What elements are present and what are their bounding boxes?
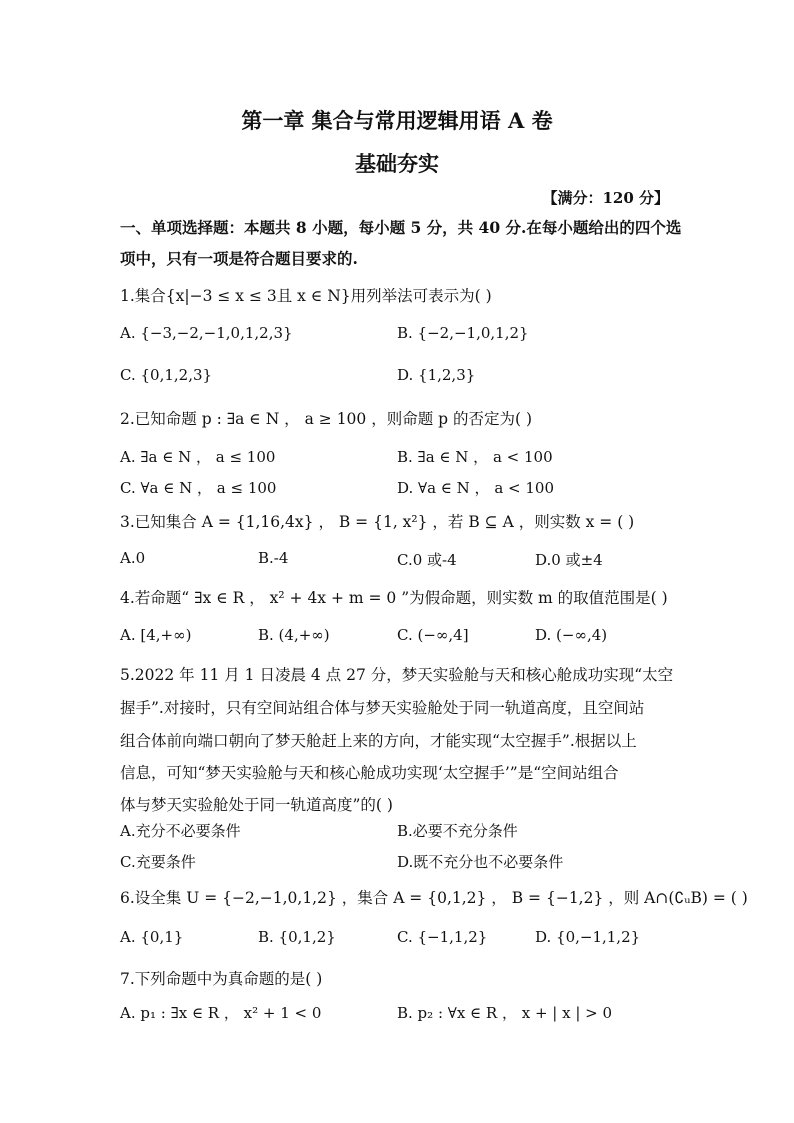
question-5-line-1: 5.2022 年 11 月 1 日凌晨 4 点 27 分，梦天实验舱与天和核心舱成功实现“太空 xyxy=(120,666,674,684)
question-5-line-3: 组合体前向端口朝向了梦天舱赶上来的方向，才能实现“太空握手”.根据以上 xyxy=(120,732,637,750)
section-heading-line1: 一、单项选择题：本题共 8 小题，每小题 5 分，共 40 分.在每小题给出的四个选 xyxy=(120,218,682,237)
question-1-option-a: A. {−3,−2,−1,0,1,2,3} xyxy=(120,324,293,342)
score-label: 【满分：120 分】 xyxy=(542,189,669,207)
question-4-option-d: D. (−∞,4) xyxy=(535,626,608,644)
question-1-option-c: C. {0,1,2,3} xyxy=(120,366,213,384)
question-3-option-b: B.-4 xyxy=(258,549,289,567)
page-title: 第一章 集合与常用逻辑用语 A 卷 xyxy=(241,108,553,133)
question-7-stem: 7.下列命题中为真命题的是( ) xyxy=(120,970,323,988)
question-6-option-b: B. {0,1,2} xyxy=(258,928,336,946)
question-6-option-a: A. {0,1} xyxy=(120,928,184,946)
question-5-line-5: 体与梦天实验舱处于同一轨道高度”的( ) xyxy=(120,796,393,814)
question-2-stem: 2.已知命题 p : ∃a ∈ N ， a ≥ 100 ，则命题 p 的否定为( ) xyxy=(120,410,532,428)
question-3-stem: 3.已知集合 A = {1,16,4x} ， B = {1, x²} ，若 B ⊆ A ，则实数 x = ( ) xyxy=(120,513,635,531)
question-5-line-4: 信息，可知“梦天实验舱与天和核心舱成功实现‘太空握手’”是“空间站组合 xyxy=(120,764,619,782)
section-heading-line2: 项中，只有一项是符合题目要求的. xyxy=(120,249,358,268)
question-1-stem: 1.集合{x|−3 ≤ x ≤ 3且 x ∈ N}用列举法可表示为( ) xyxy=(120,287,492,305)
question-2-option-a: A. ∃a ∈ N ， a ≤ 100 xyxy=(120,448,276,466)
question-6-stem: 6.设全集 U = {−2,−1,0,1,2} ，集合 A = {0,1,2} ， B = {−1,2} ，则 A∩(∁ᵤB) = ( ) xyxy=(120,889,748,907)
question-4-option-c: C. (−∞,4] xyxy=(397,626,469,644)
question-7-option-a: A. p₁ : ∃x ∈ R ， x² + 1 < 0 xyxy=(120,1004,322,1022)
question-4-option-b: B. (4,+∞) xyxy=(258,626,330,644)
question-4-stem: 4.若命题“ ∃x ∈ R ， x² + 4x + m = 0 ”为假命题，则实数 m 的取值范围是( ) xyxy=(120,589,668,607)
question-3-option-d: D.0 或±4 xyxy=(535,551,603,569)
question-2-option-c: C. ∀a ∈ N ， a ≤ 100 xyxy=(120,479,277,497)
question-5-option-c: C.充要条件 xyxy=(120,853,196,871)
question-7-option-b: B. p₂ : ∀x ∈ R ， x + | x | > 0 xyxy=(397,1004,613,1022)
page-subtitle: 基础夯实 xyxy=(355,151,439,176)
question-3-option-c: C.0 或-4 xyxy=(397,551,457,569)
question-1-option-b: B. {−2,−1,0,1,2} xyxy=(397,324,529,342)
question-6-option-d: D. {0,−1,1,2} xyxy=(535,928,641,946)
question-5-line-2: 握手”.对接时，只有空间站组合体与梦天实验舱处于同一轨道高度，且空间站 xyxy=(120,699,645,717)
question-5-option-b: B.必要不充分条件 xyxy=(397,822,518,840)
question-2-option-d: D. ∀a ∈ N ， a < 100 xyxy=(397,479,555,497)
question-5-option-a: A.充分不必要条件 xyxy=(120,822,241,840)
question-6-option-c: C. {−1,1,2} xyxy=(397,928,488,946)
question-4-option-a: A. [4,+∞) xyxy=(120,626,192,644)
question-1-option-d: D. {1,2,3} xyxy=(397,366,476,384)
question-5-option-d: D.既不充分也不必要条件 xyxy=(397,853,564,871)
question-3-option-a: A.0 xyxy=(120,549,146,567)
question-2-option-b: B. ∃a ∈ N ， a < 100 xyxy=(397,448,553,466)
